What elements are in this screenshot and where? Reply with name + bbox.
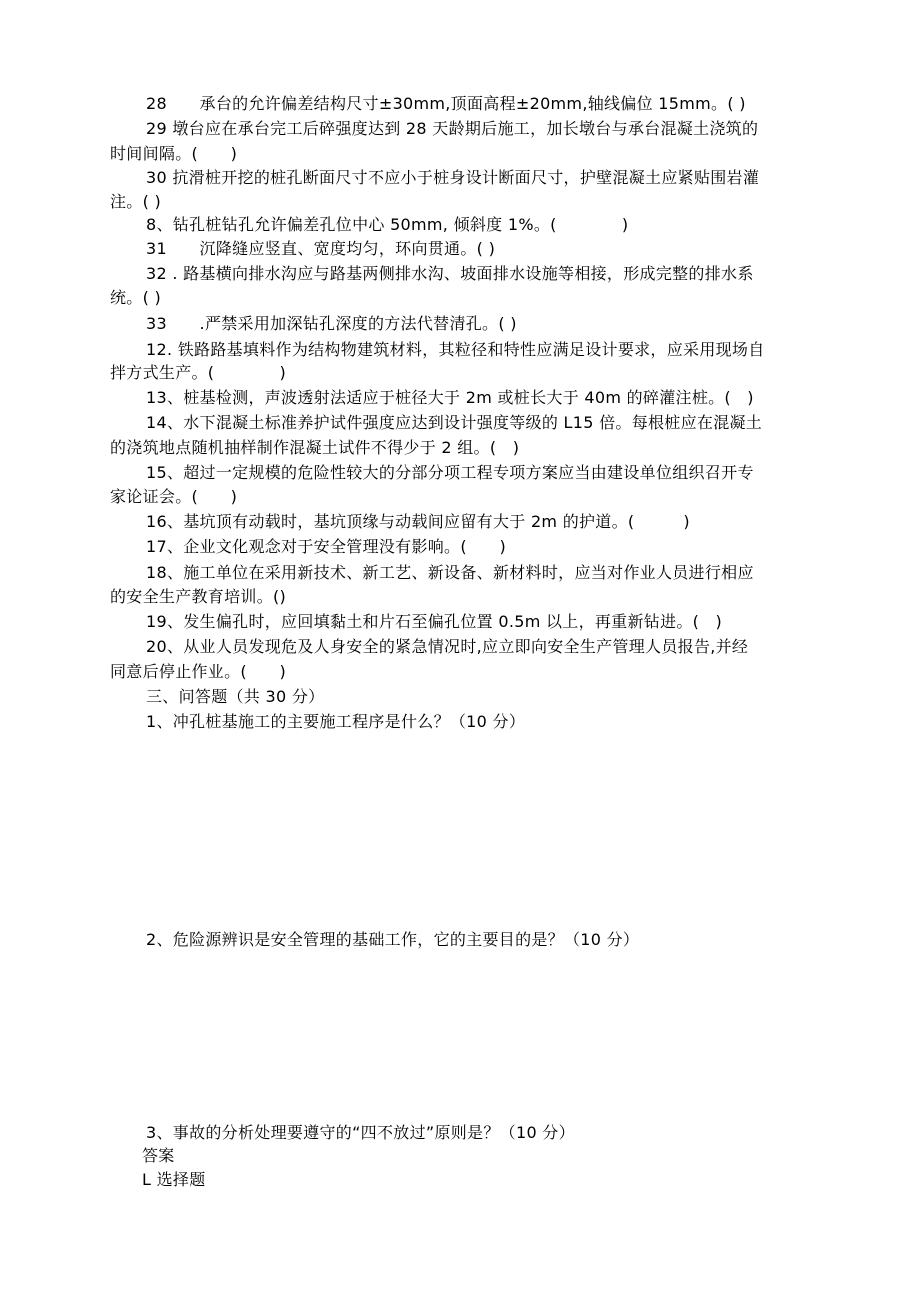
question-20-line1: 20、从业人员发现危及人身安全的紧急情况时,应立即向安全生产管理人员报告,并经 xyxy=(146,637,749,656)
question-19: 19、发生偏孔时，应回填黏土和片石至偏孔位置 0.5m 以上，再重新钻进。( ) xyxy=(146,612,723,631)
question-32-line2: 统。( ) xyxy=(110,288,162,307)
question-20-line2: 同意后停止作业。( ) xyxy=(110,662,287,681)
essay-question-2: 2、危险源辨识是安全管理的基础工作，它的主要目的是？（10 分） xyxy=(146,930,640,949)
question-33: 33 .严禁采用加深钻孔深度的方法代替清孔。( ) xyxy=(146,314,517,333)
question-16: 16、基坑顶有动载时，基坑顶缘与动载间应留有大于 2m 的护道。( ) xyxy=(146,512,690,531)
question-29-line2: 时间间隔。( ) xyxy=(110,144,238,163)
question-15-line2: 家论证会。( ) xyxy=(110,487,238,506)
question-8: 8、钻孔桩钻孔允许偏差孔位中心 50mm, 倾斜度 1%。( ) xyxy=(146,215,629,234)
question-12-line1: 12. 铁路路基填料作为结构物建筑材料，其粒径和特性应满足设计要求，应采用现场自 xyxy=(146,340,765,359)
answers-subheading: L 选择题 xyxy=(142,1170,206,1189)
question-12-line2: 拌方式生产。( ) xyxy=(110,363,287,382)
question-14-line2: 的浇筑地点随机抽样制作混凝土试件不得少于 2 组。( ) xyxy=(110,438,520,457)
question-31: 31 沉降缝应竖直、宽度均匀，环向贯通。( ) xyxy=(146,239,496,258)
question-18-line1: 18、施工单位在采用新技术、新工艺、新设备、新材料时，应当对作业人员进行相应 xyxy=(146,563,754,582)
question-17: 17、企业文化观念对于安全管理没有影响。( ) xyxy=(146,537,507,556)
essay-question-3: 3、事故的分析处理要遵守的“四不放过”原则是？（10 分） xyxy=(146,1123,575,1142)
question-14-line1: 14、水下混凝土标准养护试件强度应达到设计强度等级的 L15 倍。每根桩应在混凝土 xyxy=(146,413,763,432)
question-30-line1: 30 抗滑桩开挖的桩孔断面尺寸不应小于桩身设计断面尺寸，护壁混凝土应紧贴围岩灌 xyxy=(146,168,760,187)
question-29-line1: 29 墩台应在承台完工后碎强度达到 28 天龄期后施工，加长墩台与承台混凝土浇筑的 xyxy=(146,119,759,138)
question-30-line2: 注。( ) xyxy=(110,192,162,211)
essay-question-1: 1、冲孔桩基施工的主要施工程序是什么？（10 分） xyxy=(146,712,526,731)
question-13: 13、桩基检测，声波透射法适应于桩径大于 2m 或桩长大于 40m 的碎灌注桩。( ) xyxy=(146,388,754,407)
question-28: 28 承台的允许偏差结构尺寸±30mm,顶面高程±20mm,轴线偏位 15mm。( ) xyxy=(146,94,746,113)
answers-heading: 答案 xyxy=(142,1146,175,1165)
question-15-line1: 15、超过一定规模的危险性较大的分部分项工程专项方案应当由建设单位组织召开专 xyxy=(146,463,754,482)
question-18-line2: 的安全生产教育培训。() xyxy=(110,587,287,606)
question-32-line1: 32 . 路基横向排水沟应与路基两侧排水沟、坡面排水设施等相接，形成完整的排水系 xyxy=(146,264,754,283)
section-heading: 三、问答题（共 30 分） xyxy=(146,687,325,706)
